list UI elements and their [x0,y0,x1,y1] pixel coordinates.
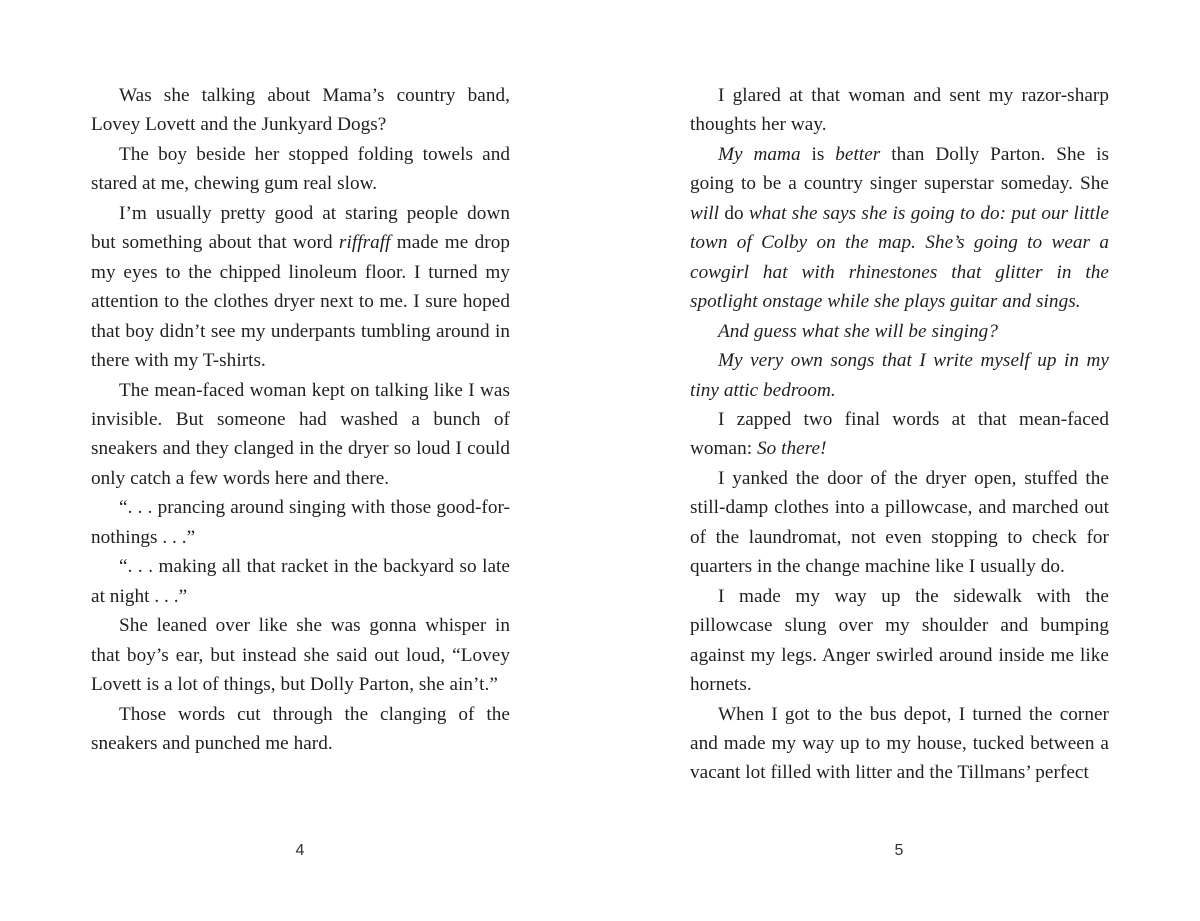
paragraph [91,199,510,376]
paragraph: Those words cut through the clanging of the sneakers and punched me hard. [91,703,510,754]
roman-run: is [811,143,825,165]
italic-paragraph [690,346,1109,405]
italic-run: My mama [718,143,812,165]
paragraph: I glared at that woman and sent my razor-sharp thoughts her way. [690,85,1109,136]
right-page-text [690,81,1109,788]
paragraph: The mean-faced woman kept on talking like I was invisible. But someone had washed a bunch of sneakers and they clanged in the dryer so loud I could only catch a few words here and there. [91,379,510,489]
page-number: 5 [894,842,904,859]
italic-run: better [824,143,892,165]
paragraph: “. . . making all that racket in the backyard so late at night . . .” [91,556,510,607]
text-run: I’m usually pretty good at staring people down but something about that word [91,202,510,254]
paragraph: I yanked the door of the dryer open, stuffed the still-damp clothes into a pillowcase, and marched out of the laundromat, not even stopping to check for quarters in the change machine like I usually do. [690,467,1109,578]
text-run: made me drop my eyes to the chipped linoleum floor. I turned my attention to the clothes dryer next to me. I sure hoped that boy didn’t see my underpants tumbling around in there with my T-shirts. [91,232,510,372]
italic-paragraph [690,140,1109,317]
italic-run: And guess what she will be singing? [718,320,998,342]
paragraph: Was she talking about Mama’s country band, Lovey Lovett and the Junkyard Dogs? [91,85,510,136]
paragraph: The boy beside her stopped folding towels and stared at me, chewing gum real slow. [91,143,510,195]
paragraph [690,405,1109,464]
roman-run: do [719,202,749,224]
page-number: 4 [295,842,305,859]
left-page-text [91,81,510,758]
roman-run: than Dolly Parton. She is going to be a country singer superstar someday. She [690,143,1109,195]
italic-word: riffraff [338,232,391,254]
italic-run: will [690,202,719,224]
paragraph: When I got to the bus depot, I turned the corner and made my way up to my house, tucked between a vacant lot filled with litter and the Tillmans’ perfect [690,703,1109,784]
paragraph: I made my way up the sidewalk with the pillowcase slung over my shoulder and bumping against my legs. Anger swirled around inside me like hornets. [690,585,1109,696]
italic-run: what she says she is going to do: put our little town of Colby on the map. She’s going to wear a cowgirl hat with rhinestones that glitter in the spotlight onstage while she plays guitar and sings. [690,202,1110,313]
italic-word: So there! [756,438,827,460]
text-run: I zapped two final words at that mean-faced woman: [690,408,1109,460]
paragraph: “. . . prancing around singing with those good-for-nothings . . .” [91,497,510,548]
paragraph: She leaned over like she was gonna whisper in that boy’s ear, but instead she said out loud, “Lovey Lovett is a lot of things, but Dolly Parton, she ain’t.” [91,615,510,696]
italic-paragraph [690,317,1109,346]
italic-run: My very own songs that I write myself up in my tiny attic bedroom. [690,350,1109,401]
